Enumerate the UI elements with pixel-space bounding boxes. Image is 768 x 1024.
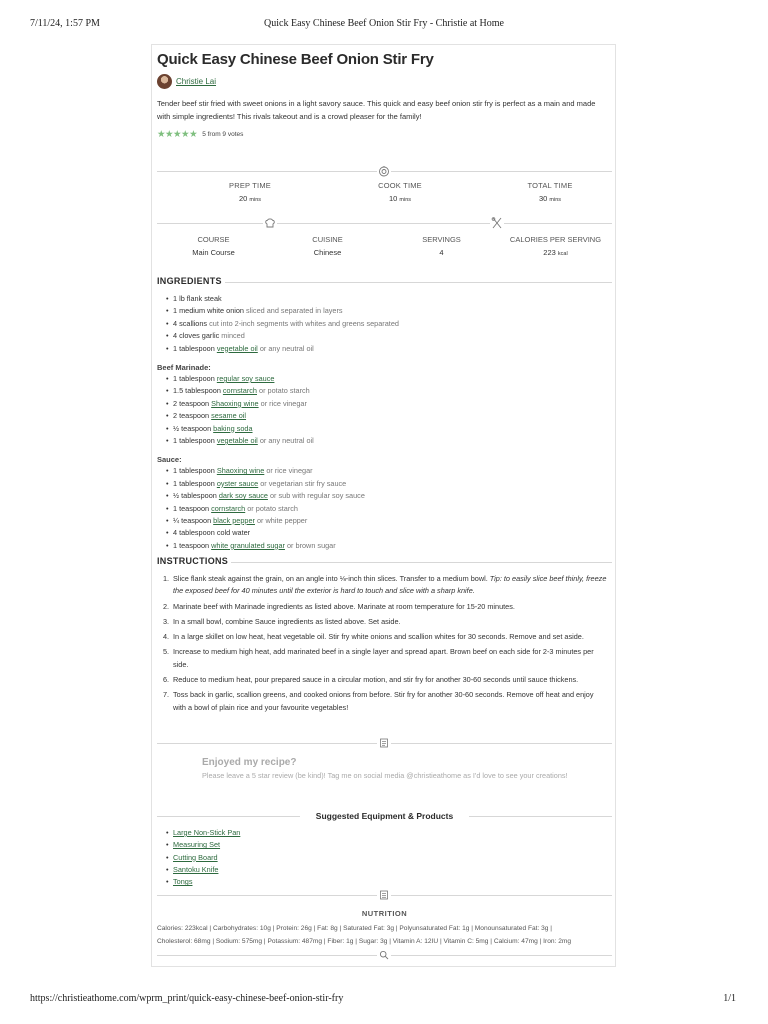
rating-votes: 5 from 9 votes xyxy=(202,131,244,138)
ingredient-link[interactable]: vegetable oil xyxy=(216,435,258,445)
ingredient-name: white onion xyxy=(207,306,247,316)
meta-number: 4 xyxy=(439,248,444,257)
author-name-link[interactable]: Christie Lai xyxy=(176,77,217,86)
meta-label: CUISINE xyxy=(312,235,343,244)
ingredient-item xyxy=(166,373,314,385)
ingredient-name: scallions xyxy=(179,318,210,328)
ingredient-notes: minced xyxy=(221,331,245,341)
meta-number: Chinese xyxy=(313,248,342,257)
time-unit: mins xyxy=(399,197,412,203)
step-number: 7. xyxy=(163,690,170,700)
time-number: 10 xyxy=(388,194,400,203)
instruction-step xyxy=(163,631,608,643)
equipment-link[interactable]: Measuring Set xyxy=(173,840,221,850)
step-number: 6. xyxy=(163,675,170,685)
ingredient-amount: 4 tablespoon xyxy=(173,528,217,538)
time-total-time xyxy=(475,181,625,203)
meta-cuisine xyxy=(271,235,384,257)
ingredient-link[interactable]: vegetable oil xyxy=(216,343,258,353)
ingredient-notes: or vegetarian stir fry sauce xyxy=(260,478,347,488)
ingredient-notes: or sub with regular soy sauce xyxy=(269,491,365,501)
ingredient-item xyxy=(166,398,314,410)
ingredient-item xyxy=(166,410,314,422)
ingredients-heading: INGREDIENTS xyxy=(157,276,222,286)
meta-label: COURSE xyxy=(197,235,230,244)
ingredient-amount: 1 teaspoon xyxy=(173,503,212,513)
enjoy-text: Please leave a 5 star review (be kind)! Tag me on social media @christieathome as I'd love to see your creations! xyxy=(202,771,568,780)
time-prep-time xyxy=(175,181,325,203)
step-tip: Tip: to easily slice beef thinly, freeze the exposed beef for 40 minutes until the exterior is hard to touch and slice with a sharp knife. xyxy=(173,574,607,596)
instructions-list xyxy=(163,573,608,717)
ingredient-item xyxy=(166,385,314,397)
instruction-step xyxy=(163,646,608,671)
nutrition-title: NUTRITION xyxy=(361,909,408,918)
time-value xyxy=(175,194,325,203)
equipment-item xyxy=(166,839,240,851)
ingredient-item xyxy=(166,490,365,502)
step-number: 3. xyxy=(163,616,170,626)
step-number: 4. xyxy=(163,632,170,642)
equipment-list xyxy=(166,827,240,888)
ingredient-link[interactable]: white granulated sugar xyxy=(211,540,285,550)
meta-divider xyxy=(157,223,612,224)
ingredient-notes: or rice vinegar xyxy=(260,398,307,408)
meta-course xyxy=(157,235,270,257)
ingredient-amount: 1.5 tablespoon xyxy=(173,386,223,396)
recipe-rating[interactable] xyxy=(157,129,243,139)
step-number: 5. xyxy=(163,647,170,657)
ingredient-group-heading: Beef Marinade: xyxy=(157,363,211,372)
time-cook-time xyxy=(325,181,475,203)
meta-label: CALORIES PER SERVING xyxy=(509,235,602,244)
instruction-step xyxy=(163,601,608,613)
meta-value xyxy=(157,248,270,257)
equipment-rule-right xyxy=(469,816,612,817)
ingredient-group xyxy=(166,373,314,447)
time-label: PREP TIME xyxy=(229,181,271,190)
equipment-link[interactable]: Santoku Knife xyxy=(173,864,219,874)
equipment-link[interactable]: Tongs xyxy=(173,877,193,887)
author-avatar xyxy=(157,74,172,89)
ingredient-item xyxy=(166,478,365,490)
print-page-number: 1/1 xyxy=(723,993,736,1004)
time-label: COOK TIME xyxy=(378,181,422,190)
ingredient-amount: 1 tablespoon xyxy=(173,466,217,476)
ingredient-amount: 1 teaspoon xyxy=(173,540,212,550)
nutrition-icon xyxy=(377,888,391,902)
ingredient-amount: ¼ teaspoon xyxy=(173,515,214,525)
ingredient-name: cold water xyxy=(216,528,251,538)
ingredient-notes: or any neutral oil xyxy=(259,343,314,353)
step-text: Marinate beef with Marinade ingredients as listed above. Marinate at room temperature for 15-20 minutes. xyxy=(173,601,515,611)
ingredient-link[interactable]: cornstarch xyxy=(222,386,257,396)
nutrition-line-1: Calories: 223kcal | Carbohydrates: 10g | Protein: 26g | Fat: 8g | Saturated Fat: 3g | Polyunsaturated Fat: 1g | Monounsaturated Fat: 3g | xyxy=(157,925,553,932)
enjoy-title: Enjoyed my recipe? xyxy=(202,757,297,768)
equipment-item xyxy=(166,876,240,888)
ingredient-link[interactable]: oyster sauce xyxy=(216,478,259,488)
nutrition-line-2: Cholesterol: 68mg | Sodium: 575mg | Potassium: 487mg | Fiber: 1g | Sugar: 3g | Vitamin A: 12IU | Vitamin C: 5mg | Calcium: 47mg | Iron: 2mg xyxy=(157,937,572,945)
ingredient-amount: 1 tablespoon xyxy=(173,374,217,383)
ingredient-notes: cut into 2-inch segments with whites and greens separated xyxy=(209,318,399,328)
ingredients-rule xyxy=(225,282,612,283)
ingredient-link[interactable]: sesame oil xyxy=(211,411,247,421)
step-number: 2. xyxy=(163,601,170,611)
time-number: 30 xyxy=(538,194,550,203)
ingredient-group-heading: Sauce: xyxy=(157,455,182,465)
ingredient-item xyxy=(166,527,365,539)
meta-label: SERVINGS xyxy=(422,235,461,244)
instruction-step xyxy=(163,689,608,714)
print-url: https://christieathome.com/wprm_print/quick-easy-chinese-beef-onion-stir-fry xyxy=(30,993,344,1004)
notes-icon xyxy=(377,736,391,750)
timer-icon xyxy=(377,164,391,178)
ingredient-amount: ½ tablespoon xyxy=(173,491,219,501)
ingredient-item xyxy=(166,318,399,330)
print-datetime: 7/11/24, 1:57 PM xyxy=(30,18,100,29)
equipment-item xyxy=(166,852,240,864)
ingredient-item xyxy=(166,305,399,317)
ingredient-link[interactable]: regular soy sauce xyxy=(216,374,275,383)
equipment-link[interactable]: Large Non-Stick Pan xyxy=(173,828,241,837)
ingredient-amount: 2 teaspoon xyxy=(173,398,212,408)
ingredient-notes: or brown sugar xyxy=(287,540,336,550)
ingredient-notes: sliced and separated in layers xyxy=(246,306,343,316)
ingredient-group xyxy=(166,465,365,552)
ingredient-link[interactable]: Shaoxing wine xyxy=(216,466,265,476)
ingredient-amount: 2 teaspoon xyxy=(173,411,212,421)
ingredient-notes: or potato starch xyxy=(259,386,310,396)
ingredient-link[interactable]: dark soy sauce xyxy=(218,491,268,501)
step-text: In a large skillet on low heat, heat vegetable oil. Stir fry white onions and scallion whites for 30 seconds. Remove and set aside. xyxy=(173,632,584,642)
print-footer xyxy=(0,993,768,1005)
search-icon xyxy=(377,948,391,962)
ingredient-name: cloves garlic xyxy=(179,331,222,341)
ingredient-amount: 1 lb xyxy=(173,294,187,303)
ingredient-item xyxy=(166,540,365,552)
equipment-title: Suggested Equipment & Products xyxy=(315,811,454,821)
step-text: Reduce to medium heat, pour prepared sauce in a circular motion, and stir fry for another 30-60 seconds until sauce thickens. xyxy=(173,675,579,685)
step-text: Increase to medium high heat, add marinated beef in a single layer and spread apart. Brown beef on each side for 2-3 minutes per side. xyxy=(173,647,594,669)
ingredient-item xyxy=(166,293,399,305)
ingredient-item xyxy=(166,423,314,435)
star-icon[interactable]: ★★★★★ xyxy=(157,129,198,140)
equipment-item xyxy=(166,827,240,839)
ingredient-amount: 1 tablespoon xyxy=(173,435,217,445)
instruction-step xyxy=(163,674,608,686)
time-number: 20 xyxy=(238,194,250,203)
print-header xyxy=(0,18,768,30)
ingredient-name: flank steak xyxy=(186,294,222,303)
ingredient-amount: 4 xyxy=(173,331,180,341)
chef-hat-icon xyxy=(263,216,277,230)
utensils-icon xyxy=(490,216,504,230)
ingredient-notes: or potato starch xyxy=(247,503,298,513)
time-unit: mins xyxy=(549,197,562,203)
meta-unit: kcal xyxy=(557,251,568,257)
ingredient-link[interactable]: black pepper xyxy=(213,515,255,525)
ingredient-amount: 1 tablespoon xyxy=(173,478,217,488)
recipe-summary: Tender beef stir fried with sweet onions in a light savory sauce. This quick and easy beef onion stir fry is perfect as a main and made with simple ingredients! This rivals takeout and is a crowd pleaser for the family! xyxy=(157,99,596,121)
time-unit: mins xyxy=(249,197,262,203)
ingredient-link[interactable]: Shaoxing wine xyxy=(211,398,259,408)
meta-value xyxy=(271,248,384,257)
equipment-item xyxy=(166,864,240,876)
ingredient-link[interactable]: cornstarch xyxy=(211,503,246,513)
meta-calories-per-serving xyxy=(499,235,612,257)
ingredient-item xyxy=(166,435,314,447)
ingredient-item xyxy=(166,503,365,515)
ingredient-amount: ½ teaspoon xyxy=(173,423,214,433)
meta-number: Main Course xyxy=(192,248,235,257)
time-label: TOTAL TIME xyxy=(527,181,573,190)
step-number: 1. xyxy=(163,574,170,583)
ingredient-notes: or rice vinegar xyxy=(266,466,313,476)
meta-number: 223 xyxy=(543,248,558,257)
ingredient-notes: or any neutral oil xyxy=(259,435,314,445)
step-text: Toss back in garlic, scallion greens, and cooked onions from before. Stir fry for another 30-60 seconds. Remove off heat and enjoy with a bowl of plain rice and your favourite vegetables! xyxy=(173,690,594,712)
time-value xyxy=(475,194,625,203)
instructions-rule xyxy=(231,562,612,563)
instruction-step xyxy=(163,573,608,598)
recipe-card xyxy=(151,44,616,967)
ingredient-item xyxy=(166,330,399,342)
equipment-link[interactable]: Cutting Board xyxy=(173,852,218,862)
ingredient-item xyxy=(166,343,399,355)
ingredient-link[interactable]: baking soda xyxy=(213,423,253,433)
ingredient-amount: 1 tablespoon xyxy=(173,343,217,353)
instructions-heading: INSTRUCTIONS xyxy=(157,556,229,566)
print-page-title: Quick Easy Chinese Beef Onion Stir Fry - Christie at Home xyxy=(264,18,504,29)
ingredient-item xyxy=(166,515,365,527)
meta-value xyxy=(385,248,498,257)
ingredient-amount: 1 medium xyxy=(173,306,208,316)
nutrition-facts xyxy=(157,923,612,948)
ingredient-group xyxy=(166,293,399,355)
instruction-step xyxy=(163,616,608,628)
ingredient-item xyxy=(166,465,365,477)
recipe-title: Quick Easy Chinese Beef Onion Stir Fry xyxy=(157,51,434,68)
ingredient-notes: or white pepper xyxy=(257,515,308,525)
time-value xyxy=(325,194,475,203)
step-text: Slice flank steak against the grain, on an angle into ⅛-inch thin slices. Transfer to a medium bowl. xyxy=(173,574,490,583)
meta-servings xyxy=(385,235,498,257)
meta-value xyxy=(499,248,612,257)
step-text: In a small bowl, combine Sauce ingredients as listed above. Set aside. xyxy=(173,616,401,626)
ingredient-amount: 4 xyxy=(173,318,180,328)
